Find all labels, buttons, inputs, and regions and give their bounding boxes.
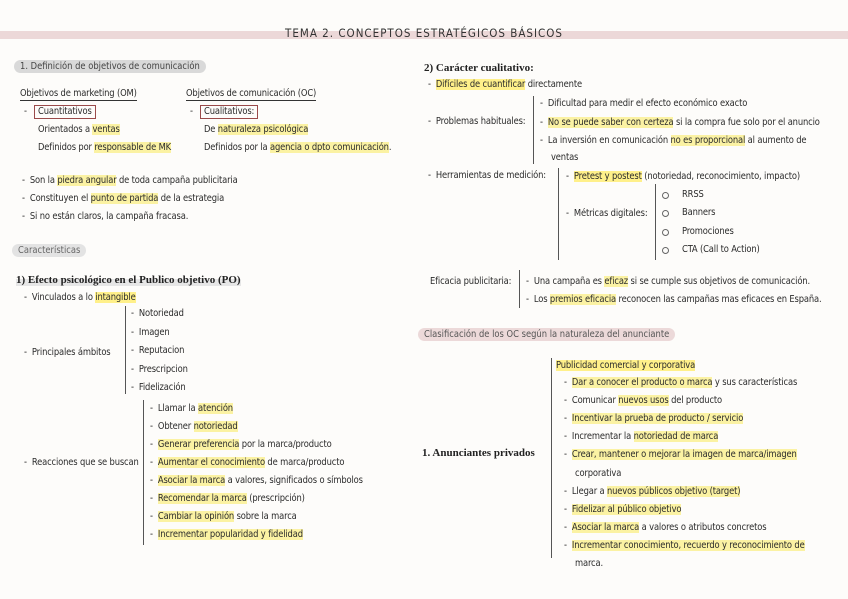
reaccion-item: - Cambiar la opinión sobre la marca [150, 511, 297, 522]
dificiles-line: - Difíciles de cuantificar directamente [428, 79, 582, 90]
metricas-bracket [655, 184, 656, 260]
oc-dash: - [190, 106, 193, 117]
bullet-1: - Son la piedra angular de toda campaña publicitaria [22, 175, 238, 186]
reaccion-item: - Aumentar el conocimiento de marca/producto [150, 457, 345, 468]
reacciones-bracket [143, 400, 144, 545]
reaccion-item: - Recomendar la marca (prescripción) [150, 493, 305, 504]
caracter-heading: 2) Carácter cualitativo: [424, 62, 534, 74]
prob-2: - No se puede saber con certeza si la compra fue solo por el anuncio [540, 117, 820, 128]
metrica-item: RRSS [682, 189, 704, 200]
ambito-item: - Reputacion [131, 345, 185, 356]
eficacia-label: Eficacia publicitaria: [430, 276, 512, 287]
ambito-item: - Notoriedad [131, 308, 184, 319]
prob-1: - Dificultad para medir el efecto económico exacto [540, 98, 748, 109]
ambito-item: - Imagen [131, 326, 170, 338]
bullet-circle-icon [662, 247, 669, 254]
anunciante-item: - Comunicar nuevos usos del producto [564, 395, 722, 407]
anunciante-item: marca. [575, 558, 603, 569]
reaccion-item: - Obtener notoriedad [150, 421, 238, 432]
oc-line1: De naturaleza psicológica [204, 124, 309, 135]
reaccion-item: - Llamar la atención [150, 403, 233, 414]
om-title: Objetivos de marketing (OM) [20, 88, 137, 99]
eficacia-bracket [519, 270, 520, 308]
oc-line2: Definidos por la agencia o dpto comunicación. [204, 142, 392, 153]
anunciante-item: - Fidelizar al público objetivo [564, 503, 682, 515]
reaccion-item: - Asociar la marca a valores, significados o símbolos [150, 475, 363, 486]
reaccion-item: - Generar preferencia por la marca/producto [150, 439, 332, 450]
anunciante-item: corporativa [575, 467, 622, 479]
oc-box: Cualitativos: [200, 105, 258, 119]
eficacia-1: - Una campaña es eficaz si se cumple sus objetivos de comunicación. [526, 276, 810, 287]
anunciante-item: - Incrementar conocimiento, recuerdo y reconocimiento de [564, 539, 805, 551]
anunciante-item: - Asociar la marca a valores o atributos concretos [564, 521, 767, 533]
anunciante-item: - Incrementar la notoriedad de marca [564, 431, 719, 443]
anunciante-item: - Crear, mantener o mejorar la imagen de marca/imagen [564, 449, 797, 461]
anunciante-item: - Dar a conocer el producto o marca y sus características [564, 377, 798, 388]
reaccion-item: - Incrementar popularidad y fidelidad [150, 529, 303, 540]
vinculados-line: - Vinculados a lo intangible [24, 292, 136, 303]
anunciantes-bracket [551, 358, 552, 558]
bullet-circle-icon [662, 229, 669, 236]
clasificacion-heading: Clasificación de los OC según la naturaleza del anunciante [418, 328, 675, 341]
metricas-label: - Métricas digitales: [566, 208, 648, 219]
metrica-item: Banners [682, 207, 716, 219]
prob-3-cont: ventas [551, 152, 579, 163]
ambitos-label: - Principales ámbitos [24, 347, 111, 358]
oc-title: Objetivos de comunicación (OC) [186, 88, 317, 99]
herramientas-label: - Herramientas de medición: [428, 170, 546, 181]
om-line1: Orientados a ventas [38, 124, 120, 135]
bullet-2: - Constituyen el punto de partida de la estrategia [22, 193, 225, 204]
om-dash: - [24, 106, 27, 117]
problemas-bracket [533, 96, 534, 164]
section1-heading: 1. Definición de objetivos de comunicación [14, 60, 206, 73]
bullet-circle-icon [662, 192, 669, 199]
eficacia-2: - Los premios eficacia reconocen las campañas mas eficaces en España. [526, 294, 822, 305]
om-box: Cuantitativos [34, 105, 96, 119]
page-title: TEMA 2. CONCEPTOS ESTRATÉGICOS BÁSICOS [285, 26, 563, 40]
bullet-3: - Si no están claros, la campaña fracasa. [22, 211, 189, 222]
ambitos-bracket [125, 306, 126, 394]
metrica-item: CTA (Call to Action) [682, 243, 760, 255]
problemas-label: - Problemas habituales: [428, 116, 526, 127]
reacciones-label: - Reacciones que se buscan [24, 457, 139, 468]
anunciante-item: - Incentivar la prueba de producto / servicio [564, 413, 744, 425]
anunciantes-label: 1. Anunciantes privados [422, 447, 535, 459]
om-line2: Definidos por responsable de MK [38, 142, 171, 153]
bullet-circle-icon [662, 210, 669, 217]
publicidad-heading: Publicidad comercial y corporativa [556, 360, 696, 371]
herramientas-bracket [558, 168, 559, 260]
metrica-item: Promociones [682, 225, 734, 237]
anunciante-item: - Llegar a nuevos públicos objetivo (target) [564, 485, 741, 497]
ambito-item: - Fidelización [131, 382, 186, 393]
prob-3: - La inversión en comunicación no es proporcional al aumento de [540, 135, 807, 146]
efecto-heading: 1) Efecto psicológico en el Publico objetivo (PO) [16, 274, 241, 286]
ambito-item: - Prescripcion [131, 363, 188, 375]
pretest-line: - Pretest y postest (notoriedad, reconocimiento, impacto) [566, 171, 801, 182]
caracteristicas-heading: Características [12, 244, 86, 257]
